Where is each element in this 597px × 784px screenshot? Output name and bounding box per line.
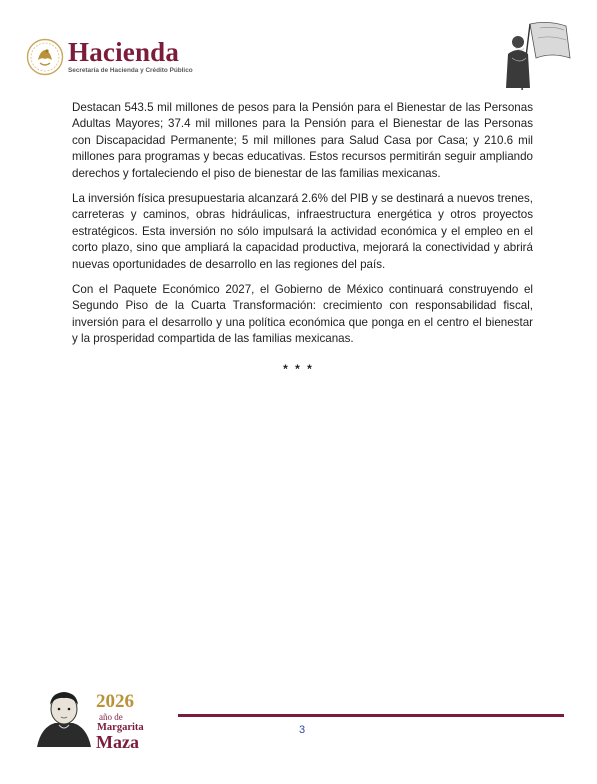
hacienda-logo <box>26 38 196 80</box>
brand-block <box>68 38 193 74</box>
page-number: 3 <box>298 724 306 736</box>
footer-divider <box>178 714 564 717</box>
commemorative-year-block <box>96 692 156 751</box>
commemorative-first-name: Margarita <box>97 722 144 733</box>
commemorative-year-of: año de <box>99 712 123 722</box>
commemorative-last-name: Maza <box>96 732 139 752</box>
paragraph-3: Con el Paquete Económico 2027, el Gobierno de México continuará construyendo el Segundo Piso de la Cuarta Transformación: crecimiento con responsabilidad fiscal, inversión para el desarrollo y una política económica que ponga en el centro el bienestar y la prosperidad compartida de las familias mexicanas. <box>72 283 533 346</box>
commemorative-year: 2026 <box>96 691 134 712</box>
mexican-eagle-seal-icon <box>26 38 64 76</box>
margarita-maza-portrait-icon <box>33 687 95 747</box>
press-release-body <box>72 100 533 357</box>
section-separator: * * * <box>283 362 314 376</box>
flag-bearer-figure-icon <box>500 18 576 92</box>
brand-subtitle: Secretaría de Hacienda y Crédito Público <box>68 67 193 74</box>
paragraph-1: Destacan 543.5 mil millones de pesos para la Pensión para el Bienestar de las Personas Adultas Mayores; 37.4 mil millones para la Pensión para el Bienestar de las Personas con Discapacidad Permanente; 5 mil millones para Salud Casa por Casa; y 210.6 mil millones para programas y becas educativas. Estos recursos permitirán seguir ampliando derechos y fortaleciendo el piso de bienestar de las familias mexicanas. <box>72 101 533 180</box>
paragraph-2: La inversión física presupuestaria alcanzará 2.6% del PIB y se destinará a nuevos trenes, carreteras y caminos, obras hidráulicas, infraestructura energética y otros proyectos estratégicos. Esta inversión no sólo impulsará la actividad económica y el empleo en el corto plazo, sino que ampliará la capacidad productiva, mejorará la conectividad y abrirá nuevas oportunidades de desarrollo en las regiones del país. <box>72 192 533 271</box>
brand-name: Hacienda <box>68 37 180 67</box>
